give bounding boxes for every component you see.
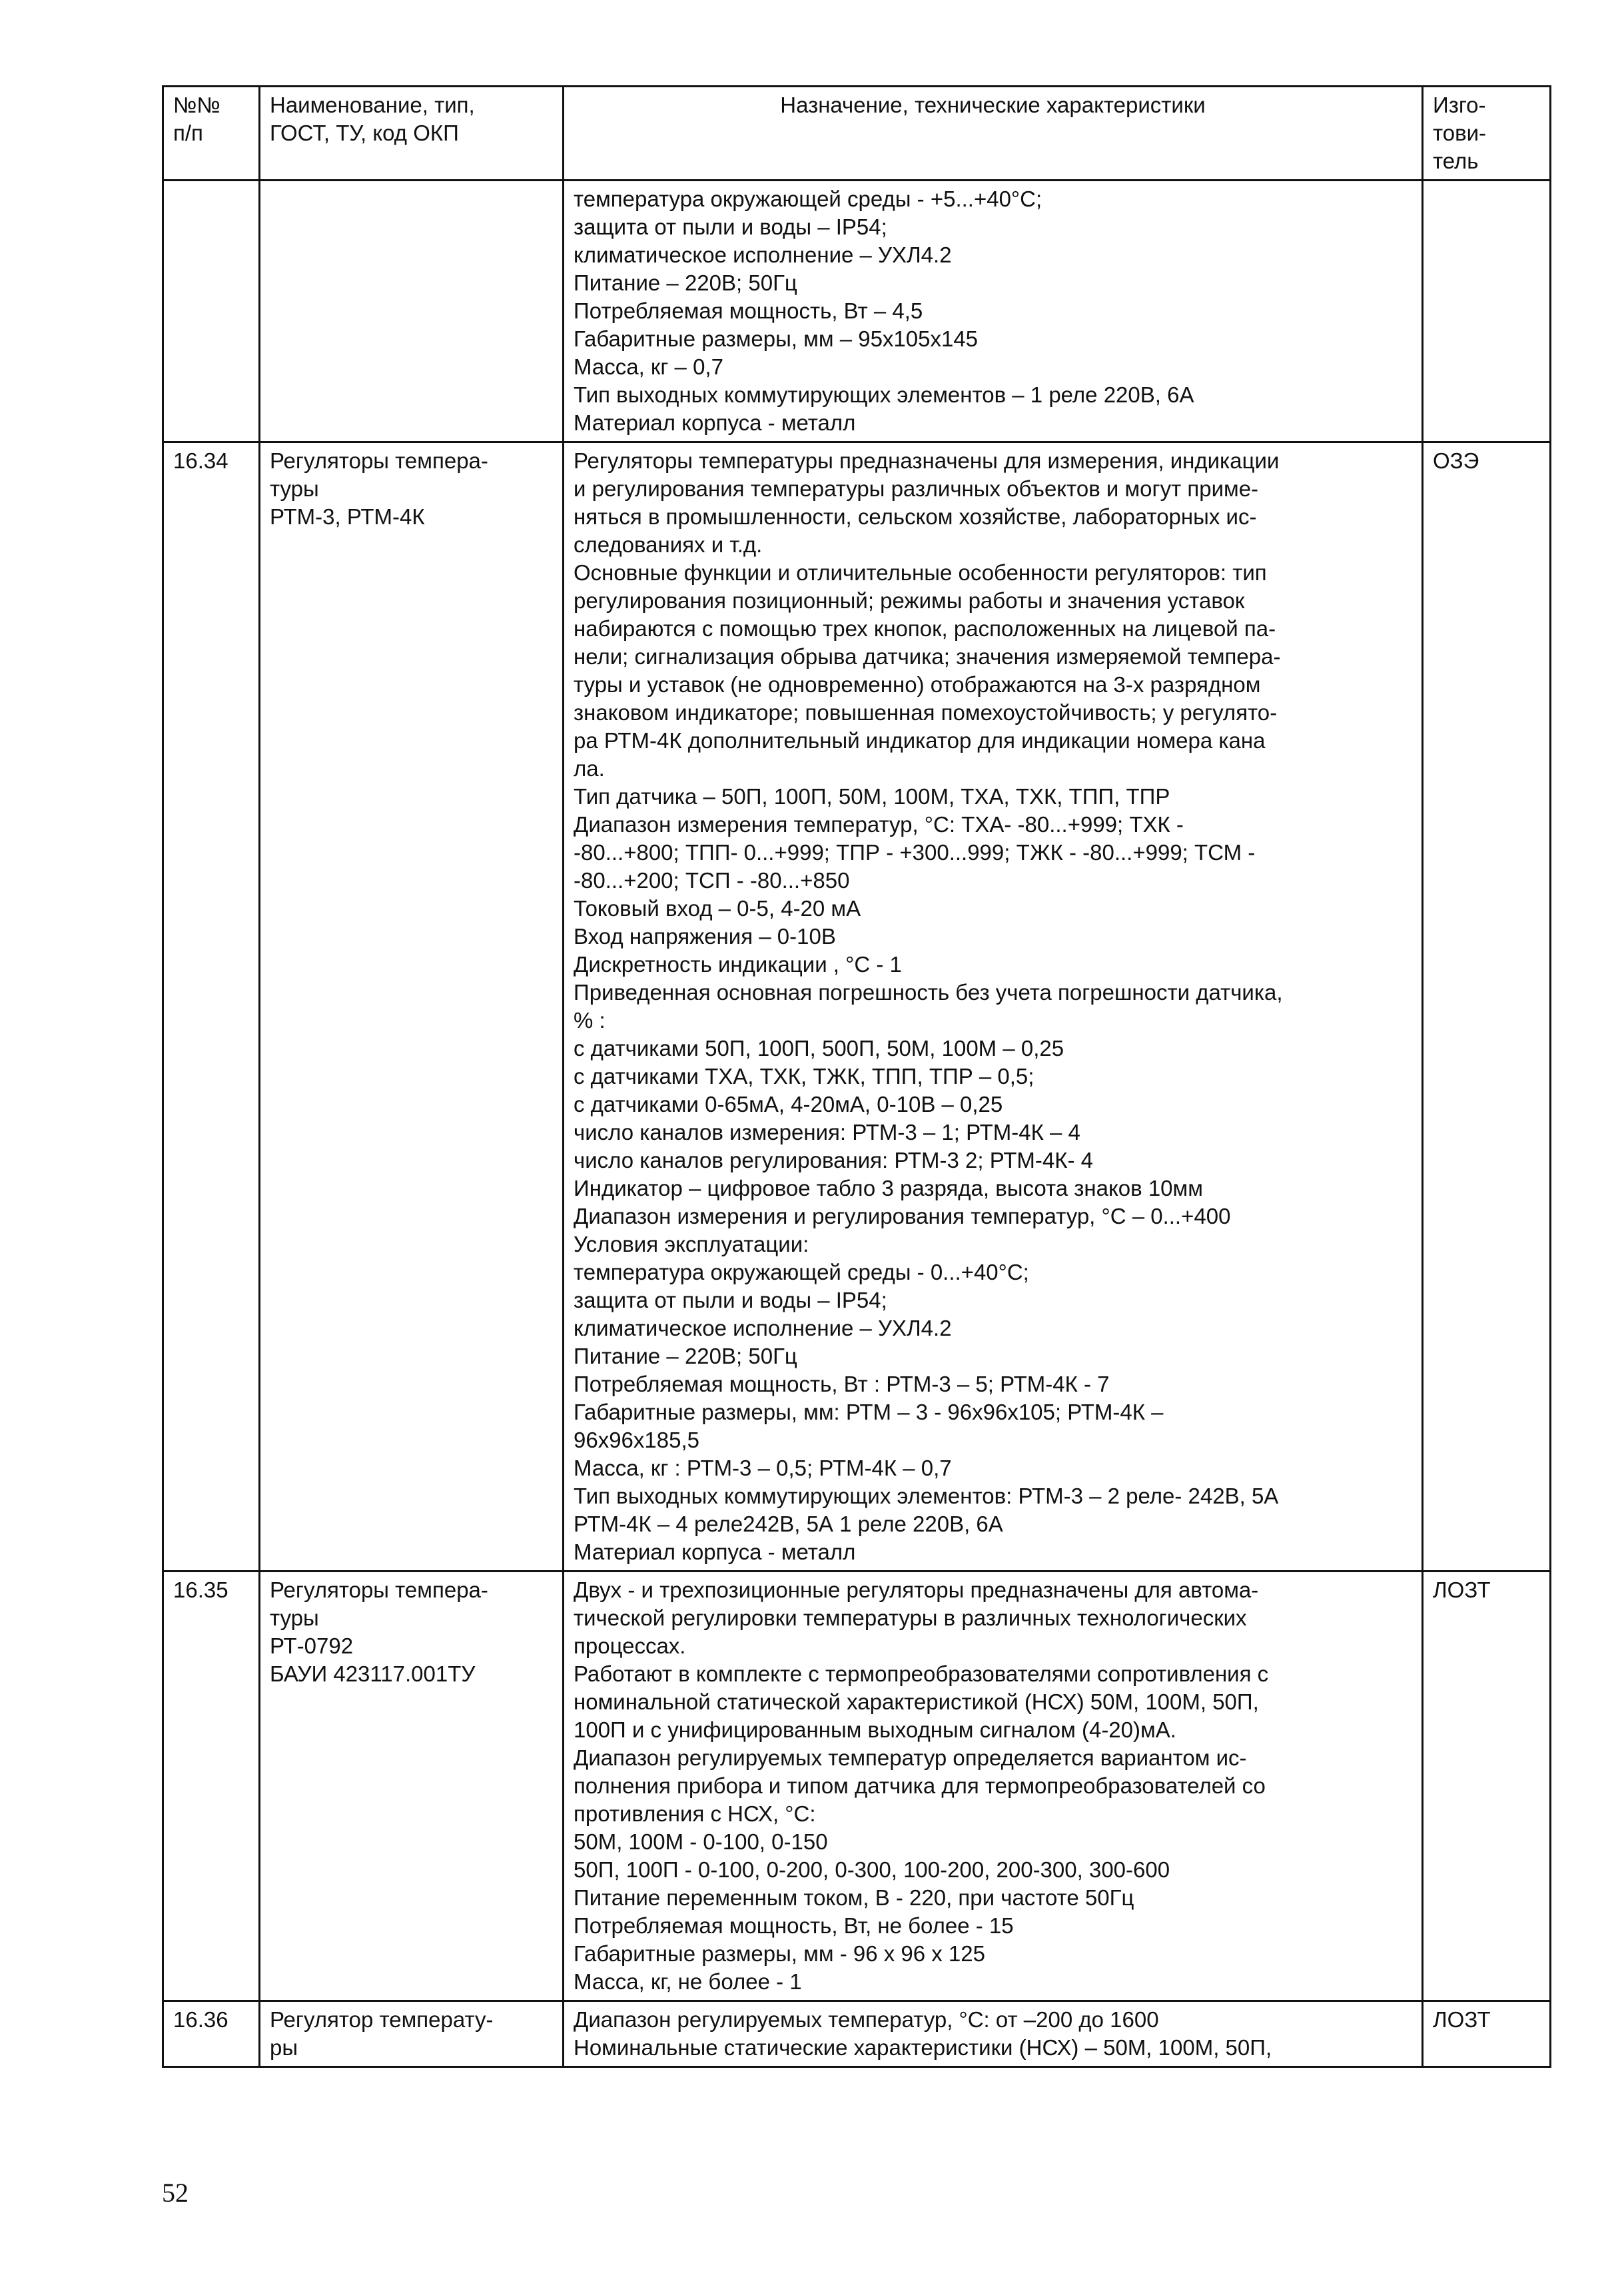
spec-line: Материал корпуса - металл [574, 1540, 856, 1564]
spec-line: и регулирования температуры различных объектов и могут приме- [574, 476, 1259, 501]
header-maker: Изго- тови- тель [1423, 87, 1551, 181]
spec-line: процессах. [574, 1633, 686, 1658]
spec-line: Двух - и трехпозиционные регуляторы предназначены для автома- [574, 1578, 1259, 1602]
row-manufacturer: ЛОЗТ [1423, 1572, 1551, 2001]
spec-line: Основные функции и отличительные особенности регуляторов: тип [574, 560, 1267, 585]
spec-line: Масса, кг : РТМ-3 – 0,5; РТМ-4К – 0,7 [574, 1456, 952, 1480]
row-number [163, 181, 260, 442]
spec-line: номинальной статической характеристикой (НСХ) 50М, 100М, 50П, [574, 1689, 1259, 1714]
spec-line: с датчиками ТХА, ТХК, ТЖК, ТПП, ТПР – 0,5; [574, 1064, 1034, 1089]
spec-line: полнения прибора и типом датчика для термопреобразователей со [574, 1773, 1266, 1798]
spec-line: Масса, кг – 0,7 [574, 354, 723, 379]
spec-line: следованиях и т.д. [574, 532, 763, 557]
row-specifications [564, 2001, 1423, 2067]
spec-line: Тип выходных коммутирующих элементов – 1 реле 220В, 6А [574, 382, 1194, 407]
row-number: 16.34 [163, 442, 260, 1572]
spec-line: климатическое исполнение – УХЛ4.2 [574, 242, 952, 267]
spec-line: РТМ-4К – 4 реле242В, 5А 1 реле 220В, 6А [574, 1512, 1003, 1536]
spec-line: регулирования позиционный; режимы работы и значения уставок [574, 588, 1245, 613]
spec-line: % : [574, 1008, 606, 1033]
spec-line: Номинальные статические характеристики (НСХ) – 50М, 100М, 50П, [574, 2035, 1272, 2060]
spec-line: 100П и с унифицированным выходным сигналом (4-20)мА. [574, 1717, 1176, 1742]
spec-line: число каналов регулирования: РТМ-3 2; РТМ-4К- 4 [574, 1148, 1093, 1172]
spec-line: температура окружающей среды - 0...+40°С; [574, 1260, 1029, 1284]
spec-line: с датчиками 50П, 100П, 500П, 50М, 100М – 0,25 [574, 1036, 1064, 1061]
spec-line: нели; сигнализация обрыва датчика; значения измеряемой темпера- [574, 644, 1281, 669]
spec-line: Регуляторы температуры предназначены для измерения, индикации [574, 448, 1280, 473]
row-product-name: Регулятор температу- ры [260, 2001, 564, 2067]
spec-line: Питание переменным током, В - 220, при частоте 50Гц [574, 1885, 1134, 1910]
header-name: Наименование, тип, ГОСТ, ТУ, код ОКП [260, 87, 564, 181]
spec-line: Работают в комплекте с термопреобразователями сопротивления с [574, 1661, 1269, 1686]
page-number: 52 [162, 2178, 189, 2208]
spec-line: противления с НСХ, °С: [574, 1801, 816, 1826]
row-product-name: Регуляторы темпера- туры РТМ-3, РТМ-4К [260, 442, 564, 1572]
spec-line: Диапазон регулируемых температур определяется вариантом ис- [574, 1745, 1247, 1770]
spec-line: Дискретность индикации , °С - 1 [574, 952, 902, 977]
spec-line: с датчиками 0-65мА, 4-20мА, 0-10В – 0,25 [574, 1092, 1003, 1117]
spec-line: туры и уставок (не одновременно) отображаются на 3-х разрядном [574, 672, 1261, 697]
spec-line: Тип датчика – 50П, 100П, 50М, 100М, ТХА, ТХК, ТПП, ТПР [574, 784, 1170, 809]
spec-line: Токовый вход – 0-5, 4-20 мА [574, 896, 861, 921]
spec-line: Габаритные размеры, мм – 95х105х145 [574, 326, 979, 351]
spec-line: защита от пыли и воды – IP54; [574, 1288, 887, 1312]
spec-line: защита от пыли и воды – IP54; [574, 215, 887, 239]
spec-line: 50П, 100П - 0-100, 0-200, 0-300, 100-200, 200-300, 300-600 [574, 1857, 1170, 1882]
row-manufacturer: ОЗЭ [1423, 442, 1551, 1572]
spec-line: Тип выходных коммутирующих элементов: РТМ-3 – 2 реле- 242В, 5А [574, 1484, 1279, 1508]
spec-line: Потребляемая мощность, Вт : РТМ-3 – 5; РТМ-4К - 7 [574, 1372, 1110, 1396]
table-header-row [163, 87, 1551, 181]
row-number: 16.35 [163, 1572, 260, 2001]
spec-line: Габаритные размеры, мм - 96 х 96 х 125 [574, 1941, 985, 1966]
spec-line: Питание – 220В; 50Гц [574, 270, 797, 295]
spec-line: -80...+800; ТПП- 0...+999; ТПР - +300...999; ТЖК - -80...+999; ТСМ - [574, 840, 1256, 865]
spec-line: 96х96х185,5 [574, 1428, 699, 1452]
header-num: №№ п/п [163, 87, 260, 181]
spec-line: Потребляемая мощность, Вт, не более - 15 [574, 1913, 1014, 1938]
row-specifications [564, 181, 1423, 442]
spec-line: число каналов измерения: РТМ-3 – 1; РТМ-4К – 4 [574, 1120, 1080, 1144]
row-number: 16.36 [163, 2001, 260, 2067]
table-row [163, 2001, 1551, 2067]
row-manufacturer: ЛОЗТ [1423, 2001, 1551, 2067]
header-spec: Назначение, технические характеристики [564, 87, 1423, 181]
row-specifications [564, 1572, 1423, 2001]
table-row [163, 181, 1551, 442]
spec-line: няться в промышленности, сельском хозяйстве, лабораторных ис- [574, 504, 1257, 529]
table-row [163, 1572, 1551, 2001]
spec-line: Условия эксплуатации: [574, 1232, 809, 1256]
spec-line: Питание – 220В; 50Гц [574, 1344, 797, 1368]
spec-line: Диапазон регулируемых температур, °С: от –200 до 1600 [574, 2007, 1159, 2032]
spec-line: Масса, кг, не более - 1 [574, 1969, 802, 1994]
row-manufacturer [1423, 181, 1551, 442]
spec-line: температура окружающей среды - +5...+40°С; [574, 187, 1042, 211]
spec-line: Потребляемая мощность, Вт – 4,5 [574, 298, 923, 323]
spec-line: ра РТМ-4К дополнительный индикатор для индикации номера кана [574, 728, 1266, 753]
spec-line: климатическое исполнение – УХЛ4.2 [574, 1316, 952, 1340]
spec-line: Диапазон измерения и регулирования температур, °С – 0...+400 [574, 1204, 1231, 1228]
spec-line: Материал корпуса - металл [574, 410, 856, 435]
spec-line: Приведенная основная погрешность без учета погрешности датчика, [574, 980, 1283, 1005]
spec-line: 50М, 100М - 0-100, 0-150 [574, 1829, 828, 1854]
row-specifications [564, 442, 1423, 1572]
table-row [163, 442, 1551, 1572]
spec-line: Индикатор – цифровое табло 3 разряда, высота знаков 10мм [574, 1176, 1203, 1200]
spec-line: Вход напряжения – 0-10В [574, 924, 836, 949]
spec-line: тической регулировки температуры в различных технологических [574, 1605, 1247, 1630]
spec-line: набираются с помощью трех кнопок, расположенных на лицевой па- [574, 616, 1276, 641]
spec-line: Диапазон измерения температур, °С: ТХА- -80...+999; ТХК - [574, 812, 1184, 837]
spec-line: -80...+200; ТСП - -80...+850 [574, 868, 850, 893]
spec-line: Габаритные размеры, мм: РТМ – 3 - 96х96х105; РТМ-4К – [574, 1400, 1164, 1424]
spec-line: знаковом индикаторе; повышенная помехоустойчивость; у регулято- [574, 700, 1278, 725]
row-product-name: Регуляторы темпера- туры РТ-0792 БАУИ 423117.001ТУ [260, 1572, 564, 2001]
spec-table [162, 85, 1551, 2068]
spec-line: ла. [574, 756, 605, 781]
row-product-name [260, 181, 564, 442]
